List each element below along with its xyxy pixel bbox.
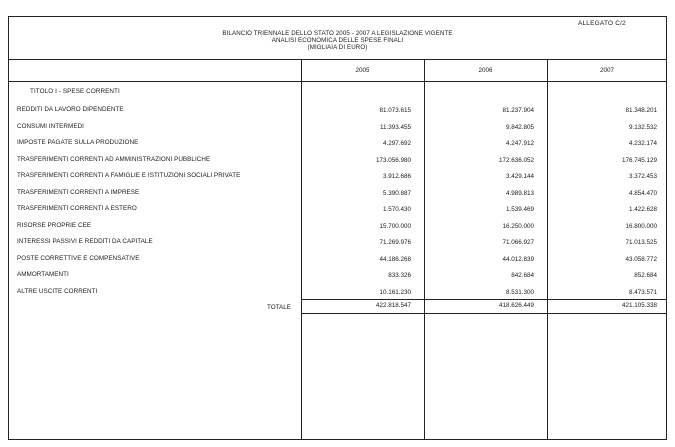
row-value-2005: 3.912.686: [382, 173, 411, 180]
row-label: CONSUMI INTERMEDI: [17, 122, 84, 130]
row-value-2006: 71.066.927: [502, 239, 534, 246]
row-value-2005: 15.700.000: [379, 222, 411, 230]
row-label: TRASFERIMENTI CORRENTI A IMPRESE: [17, 188, 140, 196]
row-value-2005: 5.390.887: [382, 189, 411, 197]
total-bottom-rule: [301, 313, 667, 314]
row-label: TRASFERIMENTI CORRENTI AD AMMINISTRAZIONI PUBBLICHE: [17, 155, 211, 163]
row-value-2007: 71.013.525: [625, 239, 657, 246]
row-value-2005: 11.393.455: [379, 123, 411, 131]
document-units: (MIGLIAIA DI EURO): [307, 44, 368, 51]
row-value-2005: 10.161.230: [379, 288, 411, 296]
row-label: REDDITI DA LAVORO DIPENDENTE: [17, 106, 124, 113]
section-title: TITOLO I - SPESE CORRENTI: [30, 88, 120, 95]
row-value-2007: 4.232.174: [628, 140, 657, 147]
row-value-2006: 8.531.300: [505, 288, 534, 296]
row-value-2007: 8.473.571: [628, 288, 657, 296]
year-header-2007: 2007: [599, 67, 614, 74]
row-value-2007: 4.854.470: [628, 189, 657, 197]
row-value-2005: 1.570.430: [382, 206, 411, 213]
document-title: BILANCIO TRIENNALE DELLO STATO 2005 - 2007 A LEGISLAZIONE VIGENTE: [222, 30, 453, 37]
row-value-2006: 9.842.805: [505, 123, 534, 131]
row-label: AMMORTAMENTI: [17, 271, 69, 278]
row-value-2006: 44.012.839: [502, 255, 534, 263]
total-value-2005: 422.818.547: [375, 302, 411, 309]
row-label: IMPOSTE PAGATE SULLA PRODUZIONE: [17, 139, 139, 146]
year-header-2005: 2005: [355, 67, 370, 74]
row-label: INTERESSI PASSIVI E REDDITI DA CAPITALE: [17, 238, 153, 245]
row-value-2006: 81.237.904: [502, 107, 534, 114]
column-divider-3: [547, 59, 548, 439]
row-label: ALTRE USCITE CORRENTI: [17, 287, 98, 295]
row-value-2007: 176.745.129: [621, 156, 657, 164]
row-value-2006: 16.250.000: [502, 222, 534, 230]
row-value-2007: 43.058.772: [625, 255, 657, 263]
row-value-2007: 16.800.000: [625, 222, 657, 230]
row-value-2005: 81.073.615: [379, 107, 411, 114]
row-value-2006: 842.684: [511, 272, 534, 279]
total-label: TOTALE: [267, 304, 291, 311]
allegato-label: ALLEGATO C/2: [577, 20, 626, 27]
row-label: TRASFERIMENTI CORRENTI A ESTERO: [17, 205, 137, 212]
row-value-2006: 3.429.144: [505, 173, 534, 180]
header-divider: [9, 59, 666, 60]
year-header-2006: 2006: [478, 67, 493, 74]
row-value-2007: 852.684: [634, 272, 657, 279]
row-value-2007: 3.372.453: [628, 173, 657, 180]
row-value-2005: 173.056.980: [375, 156, 411, 164]
row-value-2007: 1.422.628: [628, 206, 657, 213]
column-header-divider: [9, 81, 666, 82]
row-value-2007: 81.348.201: [625, 107, 657, 114]
row-value-2005: 44.186.268: [379, 255, 411, 263]
row-value-2005: 4.297.692: [382, 140, 411, 147]
column-divider-2: [424, 59, 425, 439]
total-value-2007: 421.105.338: [621, 302, 657, 309]
row-label: RISORSE PROPRIE CEE: [17, 221, 92, 229]
document-subtitle: ANALISI ECONOMICA DELLE SPESE FINALI: [271, 37, 404, 44]
total-top-rule: [301, 299, 667, 300]
row-label: POSTE CORRETTIVE E COMPENSATIVE: [17, 254, 140, 262]
row-label: TRASFERIMENTI CORRENTI A FAMIGLIE E ISTITUZIONI SOCIALI PRIVATE: [17, 172, 241, 179]
row-value-2006: 4.989.813: [505, 189, 534, 197]
row-value-2006: 1.539.469: [505, 206, 534, 213]
row-value-2005: 71.269.976: [379, 239, 411, 246]
row-value-2006: 172.636.052: [498, 156, 534, 164]
row-value-2006: 4.247.912: [505, 140, 534, 147]
row-value-2007: 9.132.532: [628, 123, 657, 131]
column-divider-1: [301, 59, 302, 439]
total-value-2006: 418.626.449: [498, 302, 534, 309]
document-frame: [8, 16, 667, 440]
row-value-2005: 833.326: [388, 272, 411, 279]
